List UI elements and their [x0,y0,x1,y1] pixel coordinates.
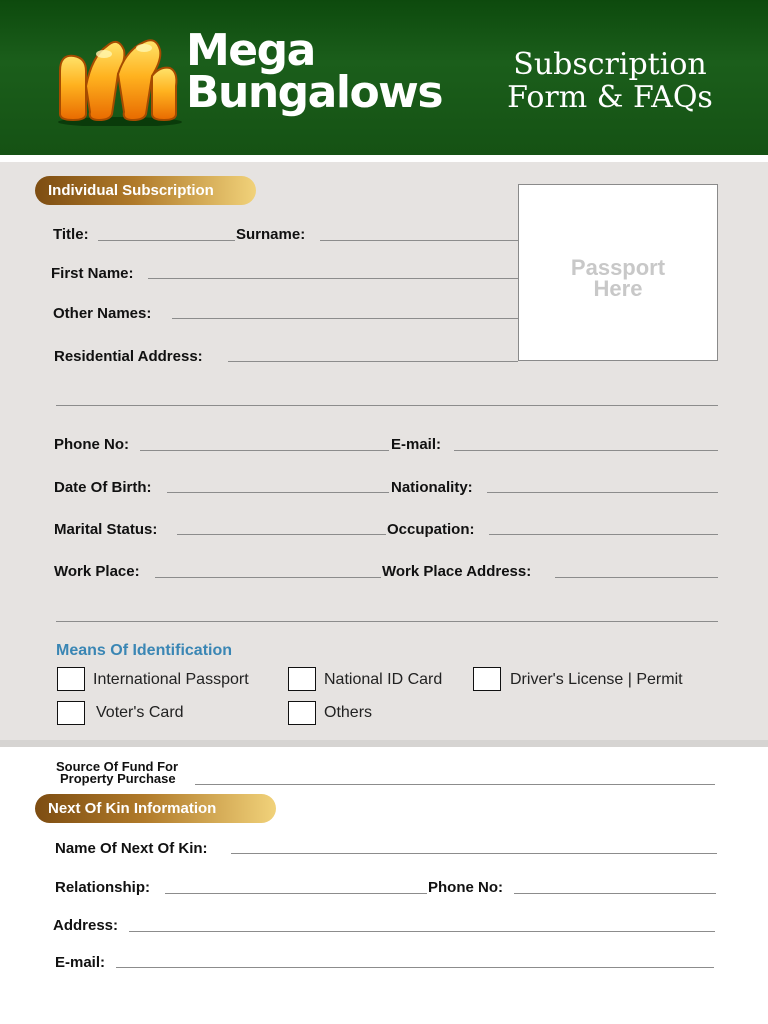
brand-name [186,25,443,118]
work-place-address-field[interactable] [555,577,718,578]
date-of-birth-label: Date Of Birth: [54,479,152,496]
national-id-card-checkbox[interactable] [288,667,316,691]
next-of-kin-phone-label: Phone No: [428,879,503,896]
passport-photo-line-2: Here [593,276,643,301]
email-field[interactable] [454,450,718,451]
first-name-field[interactable] [148,278,518,279]
residential-address-field[interactable] [228,361,518,362]
residential-address-field-line-2[interactable] [56,405,718,406]
international-passport-label: International Passport [93,671,249,688]
next-of-kin-address-label: Address: [53,917,119,934]
brand-line-2: Bungalows [186,67,443,118]
drivers-license-checkbox[interactable] [473,667,501,691]
other-names-field[interactable] [172,318,518,319]
phone-field[interactable] [140,450,389,451]
surname-label: Surname: [236,226,306,243]
document-title-line-1: Subscription [513,47,707,82]
phone-label: Phone No: [54,436,129,453]
source-of-fund-label-line-2: Property Purchase [60,771,176,786]
voters-card-label: Voter's Card [96,704,184,721]
panel-divider [0,740,768,747]
others-label: Others [324,704,373,721]
header-divider [0,155,768,162]
international-passport-checkbox[interactable] [57,667,85,691]
brand-line-1: Mega [186,25,315,76]
next-of-kin-email-field[interactable] [116,967,714,968]
document-title-line-2: Form & FAQs [507,80,713,115]
passport-photo-box[interactable] [518,184,718,361]
work-place-address-label: Work Place Address: [382,563,532,580]
means-of-identification-heading: Means Of Identification [56,642,233,659]
source-of-fund-label-line-1: Source Of Fund For [56,759,179,774]
residential-address-label: Residential Address: [54,348,203,365]
occupation-field[interactable] [489,534,718,535]
document-title [500,48,720,114]
marital-status-field[interactable] [177,534,386,535]
relationship-label: Relationship: [55,879,151,896]
national-id-card-label: National ID Card [324,671,443,688]
next-of-kin-address-field[interactable] [129,931,715,932]
first-name-label: First Name: [51,265,134,282]
next-of-kin-phone-field[interactable] [514,893,716,894]
date-of-birth-field[interactable] [167,492,389,493]
header-banner [0,0,768,155]
title-field[interactable] [98,240,235,241]
next-of-kin-name-label: Name Of Next Of Kin: [55,840,208,857]
nationality-label: Nationality: [391,479,473,496]
next-of-kin-badge: Next Of Kin Information [35,794,276,823]
others-checkbox[interactable] [288,701,316,725]
work-place-address-field-line-2[interactable] [56,621,718,622]
surname-field[interactable] [320,240,518,241]
mega-bungalows-logo-icon [52,26,182,126]
nationality-field[interactable] [487,492,718,493]
other-names-label: Other Names: [53,305,152,322]
marital-status-label: Marital Status: [54,521,158,538]
next-of-kin-email-label: E-mail: [55,954,106,971]
passport-photo-placeholder [519,257,717,299]
passport-photo-line-1: Passport [570,255,666,280]
work-place-label: Work Place: [54,563,140,580]
occupation-label: Occupation: [387,521,475,538]
source-of-fund-field[interactable] [195,784,715,785]
relationship-field[interactable] [165,893,427,894]
title-label: Title: [53,226,89,243]
work-place-field[interactable] [155,577,381,578]
voters-card-checkbox[interactable] [57,701,85,725]
drivers-license-label: Driver's License | Permit [510,671,683,688]
next-of-kin-name-field[interactable] [231,853,717,854]
email-label: E-mail: [391,436,442,453]
individual-subscription-badge: Individual Subscription [35,176,256,205]
